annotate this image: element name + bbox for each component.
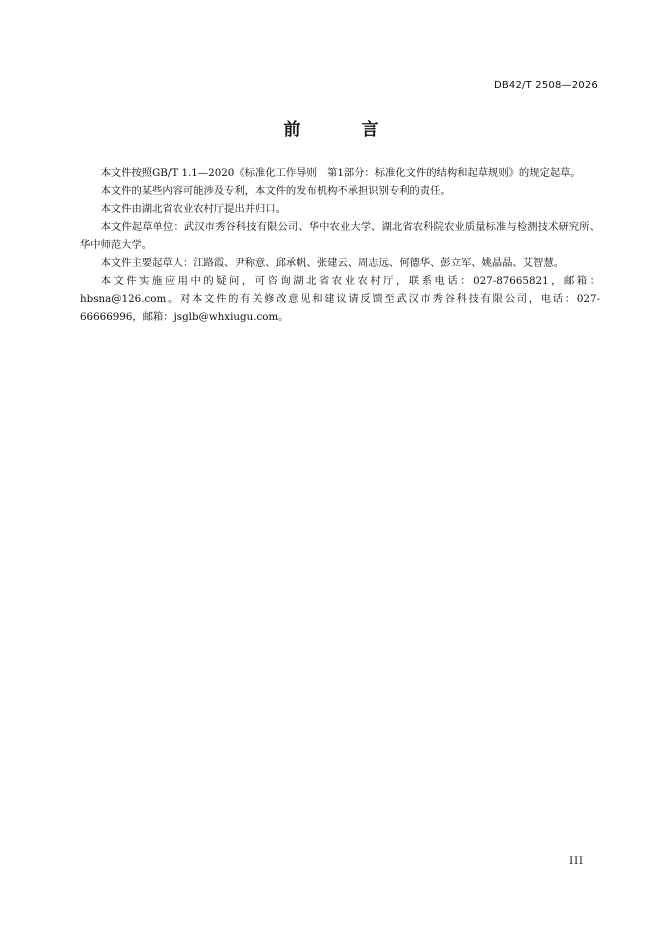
paragraph-drafting-rules: 本文件按照GB/T 1.1—2020《标准化工作导则 第1部分：标准化文件的结构和起草规则》的规定起草。 [100,167,581,179]
paragraph-drafting-units: 本文件起草单位：武汉市秀谷科技有限公司、华中农业大学、湖北省农科院农业质量标准与检测技术研究所、华中师范大学。 [80,221,600,251]
document-body [80,164,600,326]
paragraph-patent-notice: 本文件的某些内容可能涉及专利，本文件的发布机构不承担识别专利的责任。 [100,185,451,197]
paragraph-drafters: 本文件主要起草人：江路霞、尹称意、邱承帆、张建云、周志远、何德华、彭立军、姚晶晶、艾智慧。 [100,257,564,269]
document-code: DB42/T 2508—2026 [493,80,598,91]
page-title: 前 言 [283,120,401,140]
paragraph-contact-info: 本文件实施应用中的疑问，可咨询湖北省农业农村厅，联系电话：027-87665821，邮箱：hbsna@126.com。对本文件的有关修改意见和建议请反馈至武汉市秀谷科技有限公司，电话：027-66666996，邮箱：jsglb@whxiugu.com。 [80,275,600,323]
paragraph-proposer: 本文件由湖北省农业农村厅提出并归口。 [100,203,286,215]
page-number: III [569,856,584,867]
